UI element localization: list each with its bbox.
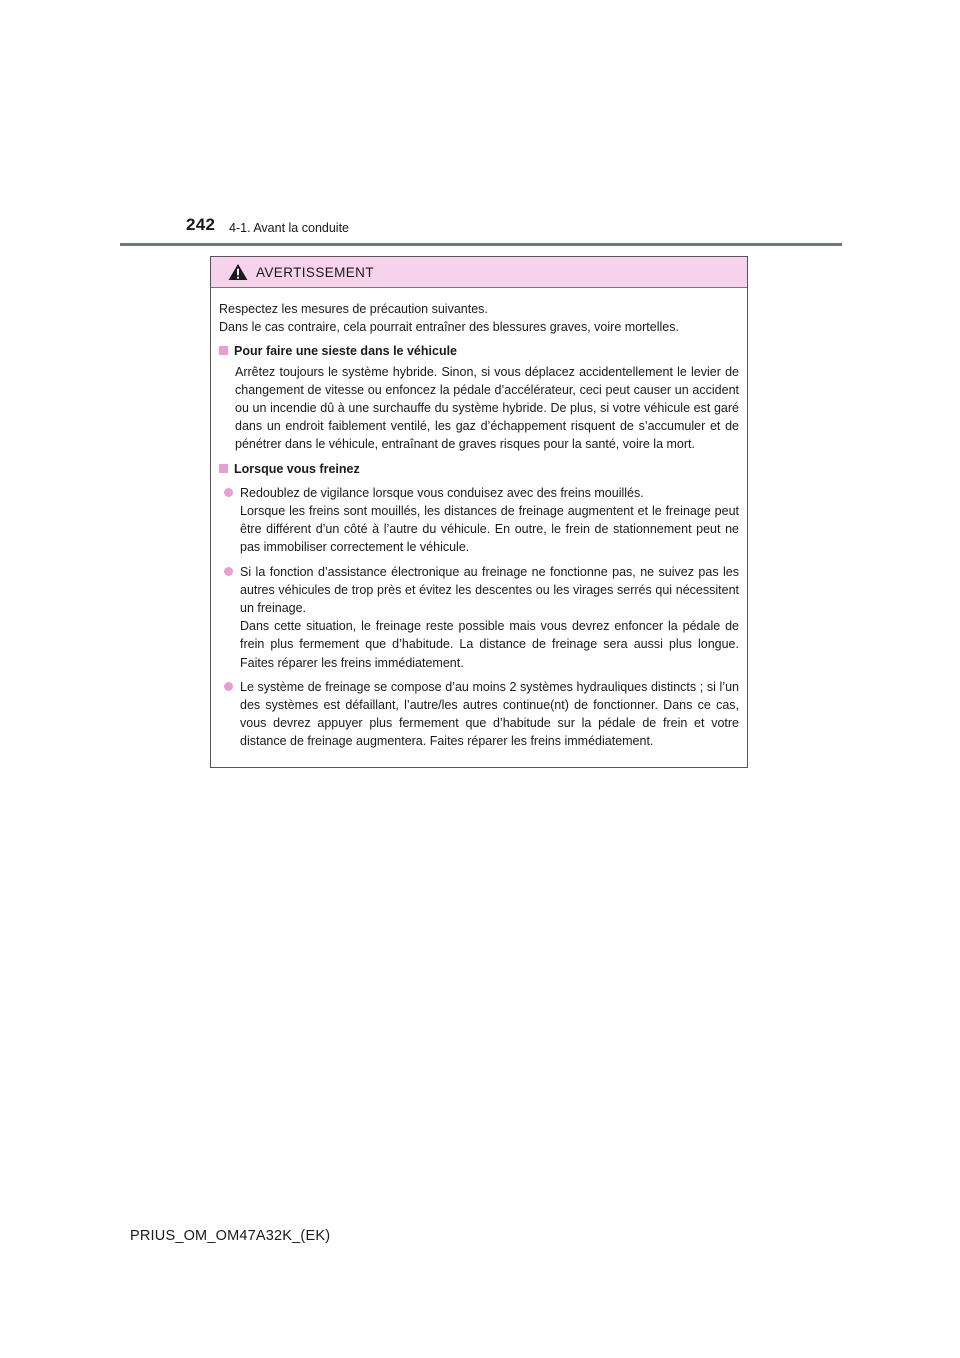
paragraph: Si la fonction d’assistance électronique au freinage ne fonctionne pas, ne suivez pas les autres véhicules de trop près et évitez les descentes ou les virages serrés qui nécessitent un freinage.: [240, 564, 739, 616]
warning-triangle-icon: [227, 263, 249, 281]
section-text: Arrêtez toujours le système hybride. Sinon, si vous déplacez accidentellement le levier de changement de vitesse ou enfoncez la pédale d’accélérateur, ceci peut causer un accident ou un incendie dû à une surchauffe du système hybride. De plus, si votre véhicule est garé dans un endroit faiblement ventilé, les gaz d’échappement risquent de s’accumuler et de pénétrer dans le véhicule, entraînant de graves risques pour la santé, voire la mort.: [235, 364, 739, 452]
intro-line: Dans le cas contraire, cela pourrait entraîner des blessures graves, voire mortelles.: [219, 320, 679, 335]
round-bullet-icon: [224, 488, 233, 497]
round-bullet-icon: [224, 682, 233, 691]
paragraph: Dans cette situation, le freinage reste possible mais vous devrez enfoncer la pédale de frein plus fermement que d’habitude. La distance de freinage sera aussi plus longue. Faites réparer les freins immédiatement.: [240, 619, 739, 670]
section-heading: [219, 342, 739, 360]
section-braking: [219, 460, 739, 751]
paragraph: Le système de freinage se compose d’au moins 2 systèmes hydrauliques distincts ; si l’un des systèmes est défaillant, l’autre/les autres continue(nt) de fonctionner. Dans ce cas, vous devrez appuyer plus fermement que d’habitude sur la pédale de frein et votre distance de freinage augmentera. Faites réparer les freins immédiatement.: [240, 679, 739, 749]
warning-intro: [219, 300, 739, 336]
footer-model-code: PRIUS_OM_OM47A32K_(EK): [130, 1228, 331, 1244]
warning-title: AVERTISSEMENT: [256, 264, 374, 280]
round-bullet-icon: [224, 567, 233, 576]
intro-line: Respectez les mesures de précaution suivantes.: [219, 302, 488, 316]
warning-header: [211, 257, 747, 288]
section-nap: [219, 342, 739, 453]
square-bullet-icon: [219, 464, 228, 473]
list-item-text: [240, 678, 739, 751]
list-item: [224, 563, 739, 672]
list-item: [224, 484, 739, 557]
section-heading-text: Pour faire une sieste dans le véhicule: [234, 344, 458, 359]
square-bullet-icon: [219, 346, 228, 355]
section-title: 4-1. Avant la conduite: [229, 221, 349, 235]
page-number: 242: [186, 215, 216, 234]
header-rule: [120, 243, 842, 246]
section-heading: [219, 460, 739, 478]
section-heading-text: Lorsque vous freinez: [234, 461, 360, 476]
list-item: [224, 678, 739, 751]
warning-box: [210, 256, 748, 768]
list-item-text: [240, 563, 739, 672]
paragraph: Redoublez de vigilance lorsque vous conduisez avec des freins mouillés.: [240, 485, 644, 500]
warning-body: [211, 288, 747, 767]
paragraph: Lorsque les freins sont mouillés, les distances de freinage augmentent et le freinage peut être différent d’un côté à l’autre du véhicule. En outre, le frein de stationnement peut ne pas immobiliser correctement le véhicule.: [240, 504, 739, 555]
list-item-text: [240, 484, 739, 557]
